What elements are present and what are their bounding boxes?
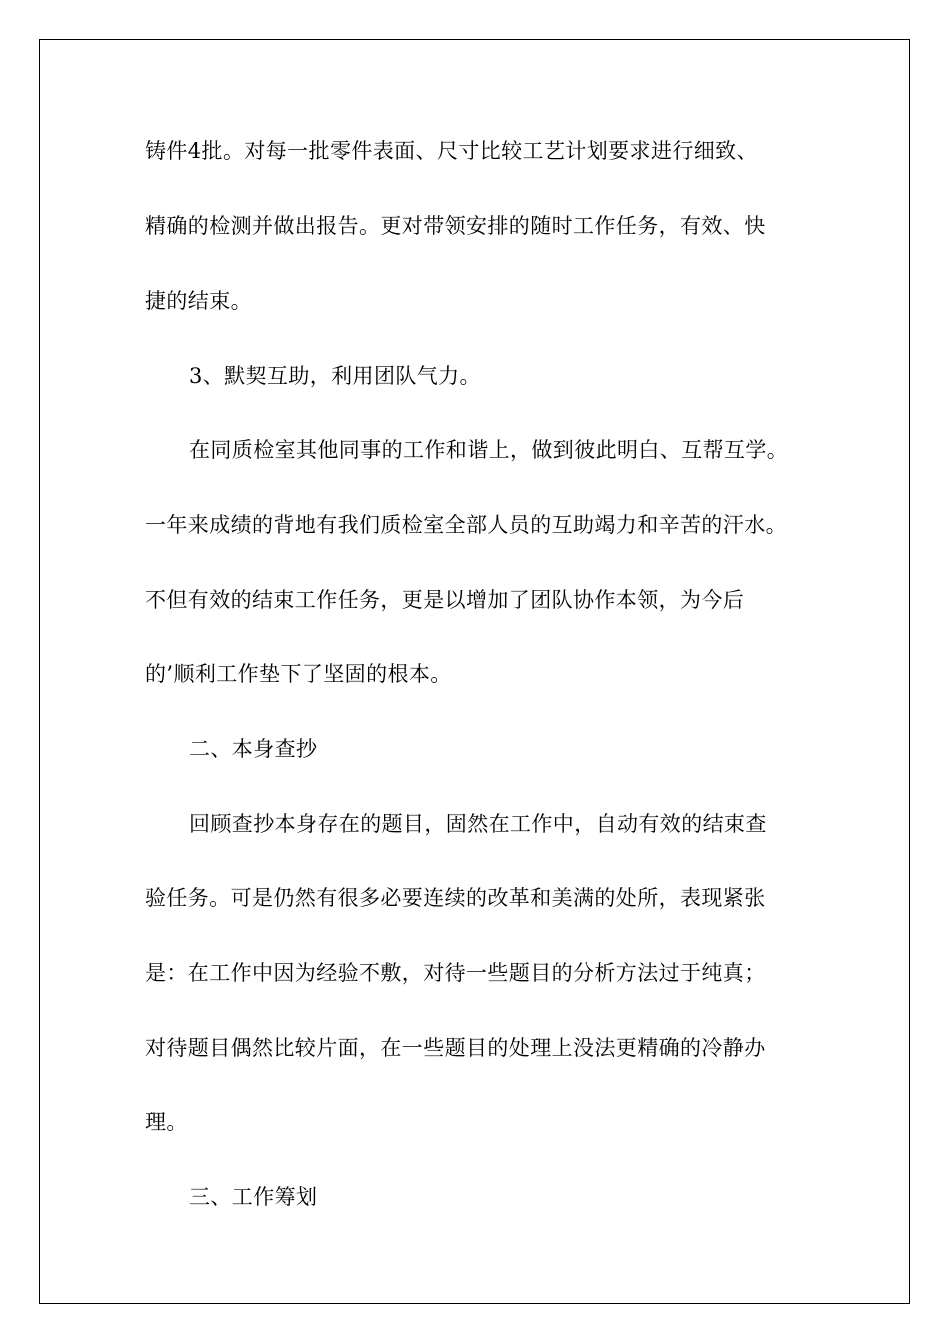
paragraph-line: 回顾查抄本身存在的题目，固然在工作中，自动有效的结束查 [189, 812, 767, 836]
paragraph-line: 精确的检测并做出报告。更对带领安排的随时工作任务，有效、快 [145, 214, 766, 238]
section-heading-work-plan: 三、工作筹划 [189, 1185, 318, 1209]
paragraph-line: 验任务。可是仍然有很多必要连续的改革和美满的处所，表现紧张 [145, 886, 766, 910]
paragraph-line: 不但有效的结束工作任务，更是以增加了团队协作本领，为今后 [145, 588, 745, 612]
subheading-teamwork: 3、默契互助，利用团队气力。 [189, 364, 481, 388]
paragraph-line: 是：在工作中因为经验不敷，对待一些题目的分析方法过于纯真； [145, 961, 766, 985]
paragraph-line: 在同质检室其他同事的工作和谐上，做到彼此明白、互帮互学。 [189, 438, 789, 462]
paragraph-line: 对待题目偶然比较片面，在一些题目的处理上没法更精确的冷静办 [145, 1036, 766, 1060]
section-heading-self-review: 二、本身查抄 [189, 737, 318, 761]
paragraph-line: 的’顺利工作垫下了坚固的根本。 [145, 662, 452, 686]
paragraph-line: 铸件4批。对每一批零件表面、尺寸比较工艺计划要求进行细致、 [145, 139, 758, 163]
paragraph-line: 捷的结束。 [145, 289, 252, 313]
paragraph-line: 一年来成绩的背地有我们质检室全部人员的互助竭力和辛苦的汗水。 [145, 513, 787, 537]
paragraph-line: 理。 [145, 1110, 188, 1134]
